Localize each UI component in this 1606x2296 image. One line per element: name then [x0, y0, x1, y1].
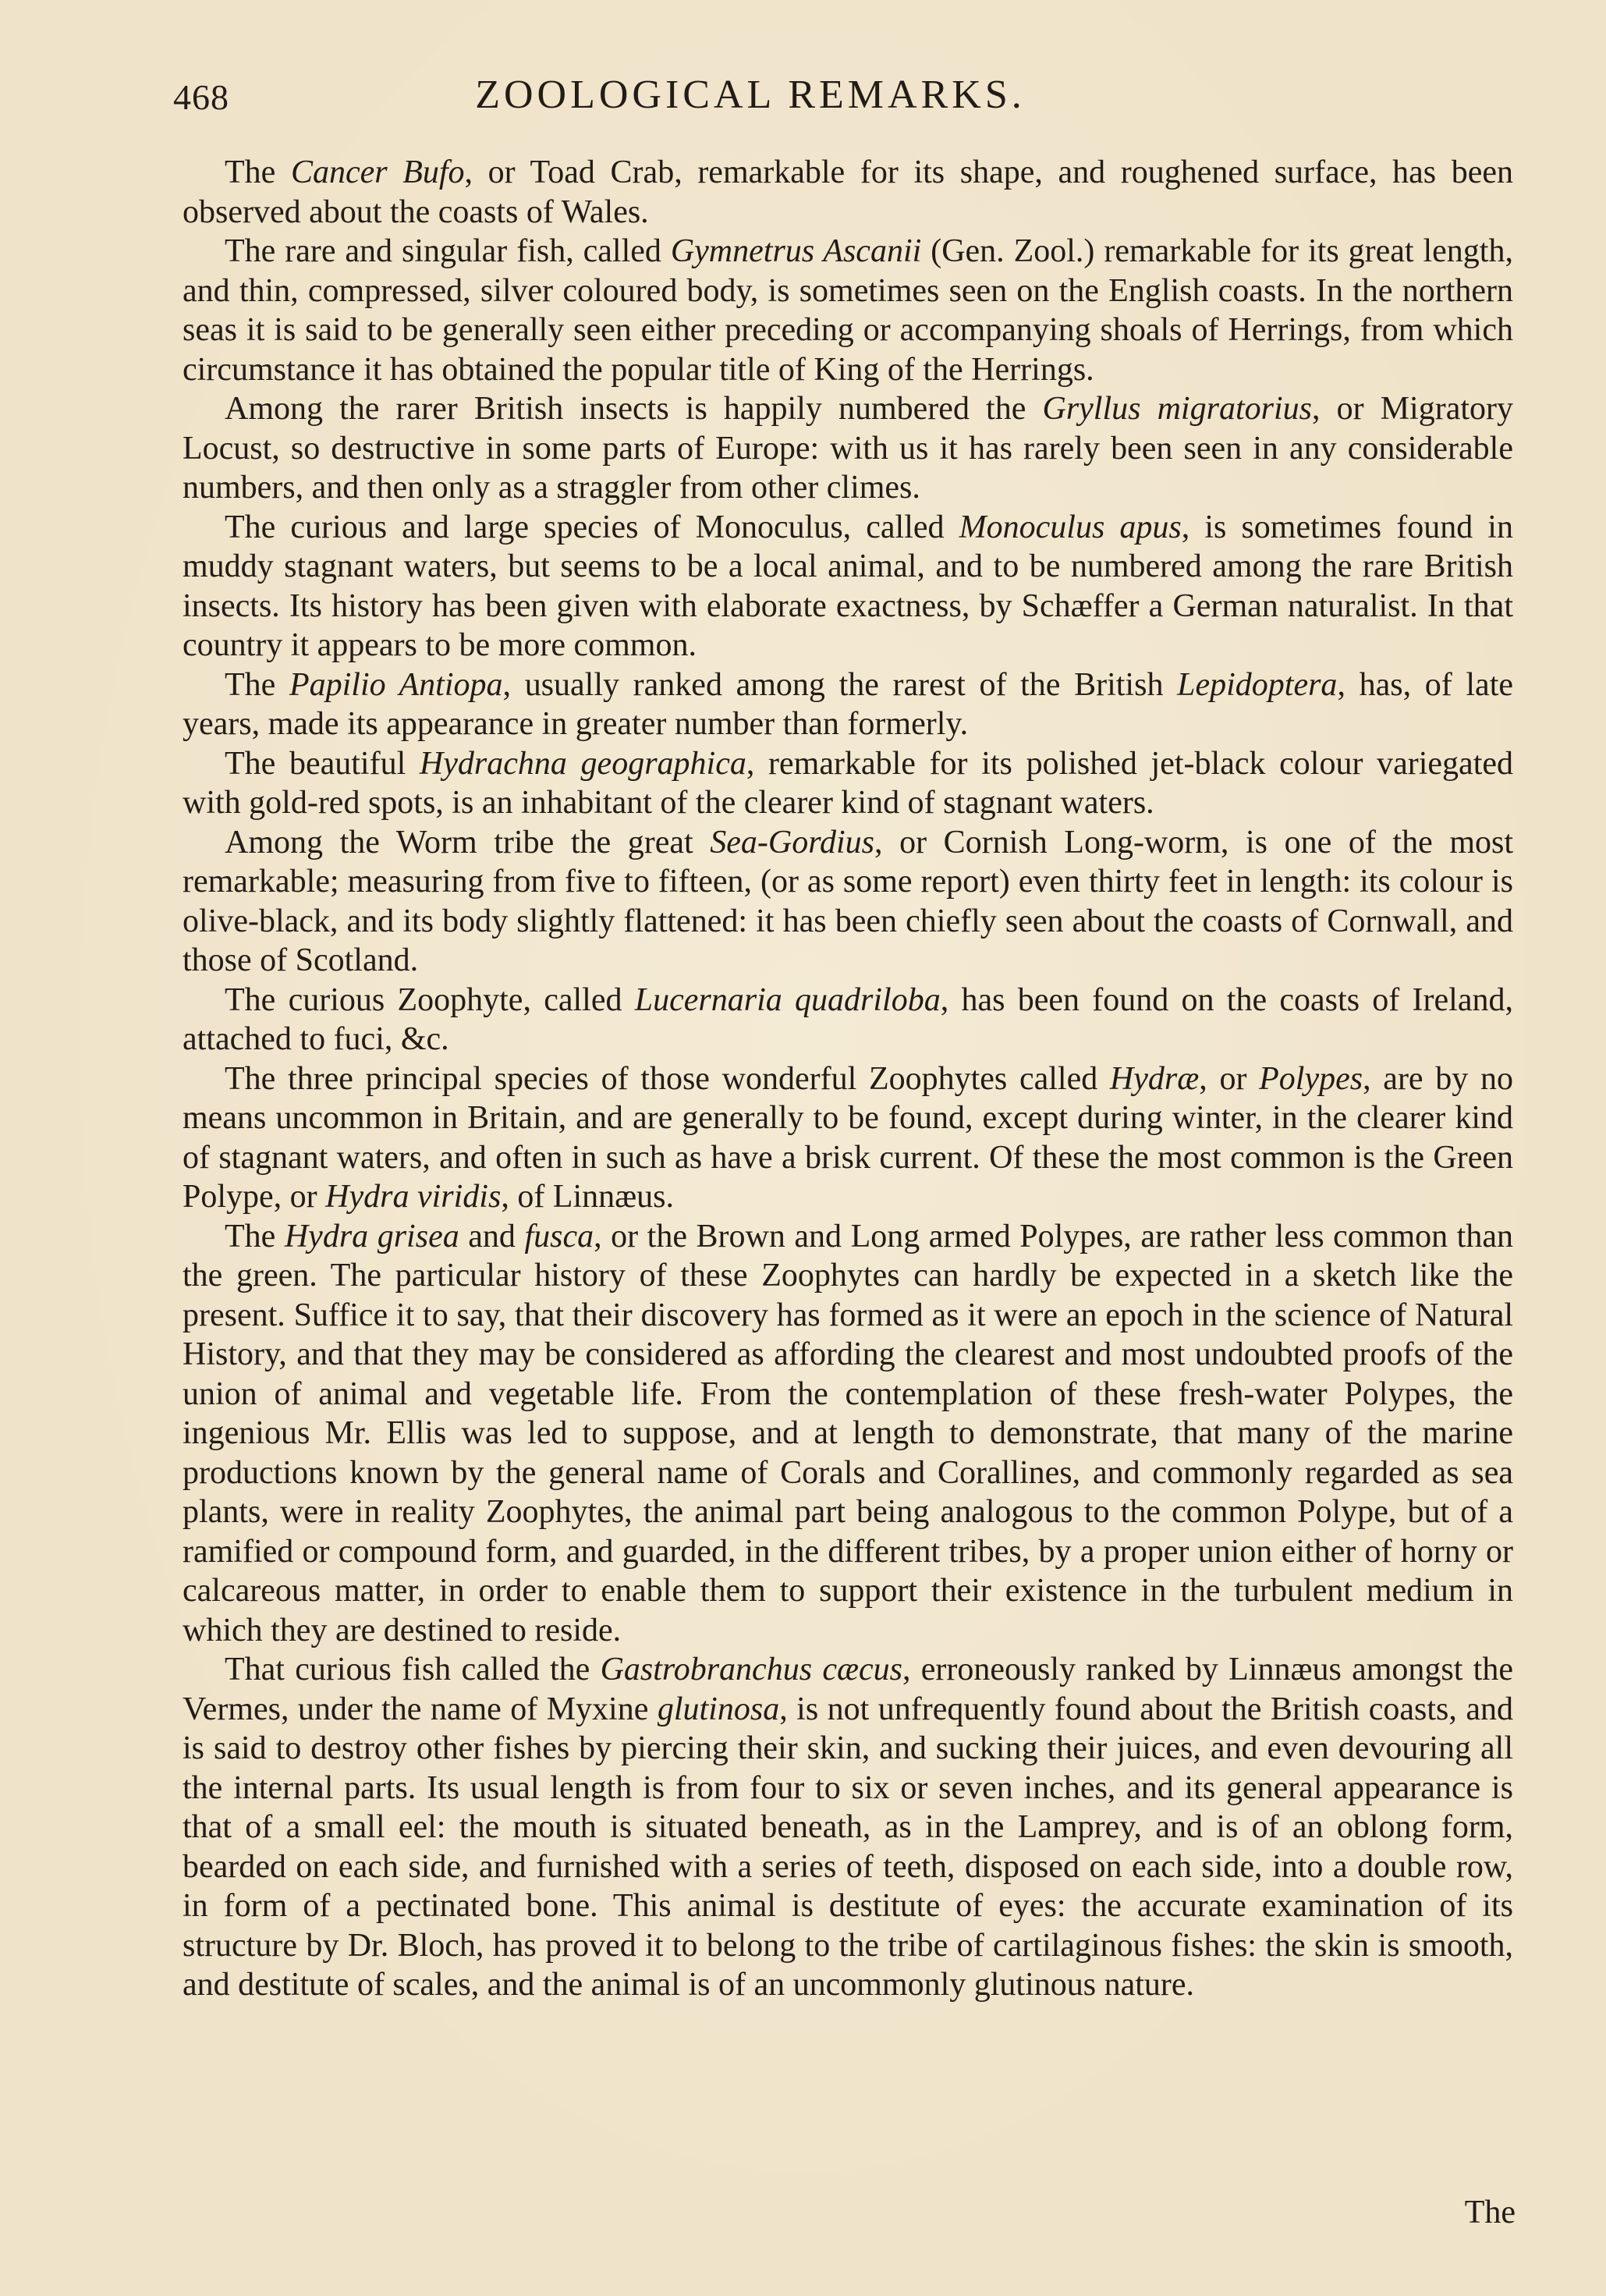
text-run: , or Cornish Long-worm, is one of the most remarkable; measuring from five to fifteen, (or as some report) even thirty feet in length: its colour is olive-black, and its body slightly flattened: it has been chiefly seen about the coasts of Cornwall, and those of Scotland. — [183, 824, 1514, 978]
text-run: That curious fish called the — [225, 1652, 601, 1687]
running-head — [173, 69, 1513, 123]
italic-term: Hydra grisea — [284, 1218, 459, 1254]
italic-term: Hydræ — [1109, 1060, 1200, 1097]
text-run: , erroneously ranked by Linnæus amongst the Vermes, under the name of Myxine — [183, 1652, 1513, 1727]
text-run: , or the Brown and Long armed Polypes, are rather less common than the green. The particular history of these Zoophytes can hardly be expected in a sketch like the present. Suffice it to say, that their discovery has formed as it were an epoch in the science of Natural History, and that they may be considered as affording the clearest and most undoubted proofs of the union of animal and vegetable life. From the contemplation of these fresh-water Polypes, the ingenious Mr. Ellis was led to suppose, and at length to demonstrate, that many of the marine productions known by the general name of Corals and Corallines, and commonly regarded as sea plants, were in reality Zoophytes, the animal part being analogous to the common Polype, but of a ramified or compound form, and guarded, in the different tribes, by a proper union either of horny or calcareous matter, in order to enable them to support their existence in the turbulent medium in which they are destined to reside. — [183, 1218, 1513, 1648]
text-run: The rare and singular fish, called — [225, 233, 671, 269]
paragraph — [183, 508, 1513, 665]
text-run: The curious Zoophyte, called — [225, 981, 635, 1018]
text-run: Among the rarer British insects is happily numbered the — [225, 391, 1043, 427]
paragraph — [183, 981, 1513, 1059]
paragraph — [183, 1059, 1513, 1217]
text-run: , remarkable for its polished jet-black colour variegated with gold-red spots, is an inhabitant of the clearer kind of stagnant waters. — [183, 745, 1514, 821]
text-run: The — [225, 154, 291, 190]
italic-term: Sea-Gordius — [710, 824, 875, 861]
text-run: , has, of late years, made its appearance in greater number than formerly. — [183, 666, 1514, 742]
text-run: , are by no means uncommon in Britain, and are generally to be found, except during winter, in the clearer kind of stagnant waters, and often in such as have a brisk current. Of these the most common is the Green Polype, or — [183, 1060, 1513, 1215]
italic-term: Hydrachna geographica — [419, 745, 746, 782]
running-title: ZOOLOGICAL REMARKS. — [475, 73, 1026, 117]
text-run: , is not unfrequently found about the British coasts, and is said to destroy other fishes by piercing their skin, and sucking their juices, and even devouring all the internal parts. Its usual length is from four to six or seven inches, and its general appearance is that of a small eel: the mouth is situated beneath, as in the Lamprey, and is of an oblong form, bearded on each side, and furnished with a series of teeth, disposed on each side, into a double row, in form of a pectinated bone. This animal is destitute of eyes: the accurate examination of its structure by Dr. Bloch, has proved it to belong to the tribe of cartilaginous fishes: the skin is smooth, and destitute of scales, and the animal is of an uncommonly glutinous nature. — [183, 1691, 1513, 2003]
paragraph — [183, 153, 1513, 232]
text-run: , has been found on the coasts of Ireland, attached to fuci, &c. — [183, 981, 1513, 1057]
italic-term: Gryllus migratorius — [1042, 391, 1312, 427]
text-run: The — [225, 1218, 285, 1254]
italic-term: glutinosa — [657, 1691, 780, 1727]
paragraph — [183, 1217, 1513, 1651]
catchword: The — [1464, 2195, 1516, 2230]
italic-term: Gymnetrus Ascanii — [670, 233, 922, 269]
page-number: 468 — [173, 77, 229, 117]
paragraph — [183, 665, 1513, 744]
paragraph — [183, 1650, 1513, 2005]
italic-term: Cancer Bufo — [290, 154, 465, 190]
italic-term: Gastrobranchus cæcus — [600, 1652, 902, 1687]
paragraph — [183, 389, 1513, 508]
italic-term: fusca — [524, 1218, 594, 1254]
text-run: , or Migratory Locust, so destructive in some parts of Europe: with us it has rarely been seen in any considerable numbers, and then only as a straggler from other climes. — [183, 391, 1513, 506]
text-run: and — [459, 1218, 525, 1254]
text-run: , or Toad Crab, remarkable for its shape, and roughened surface, has been observed about the coasts of Wales. — [183, 154, 1513, 230]
text-run: , usually ranked among the rarest of the British — [502, 666, 1178, 703]
italic-term: Lucernaria quadriloba — [634, 981, 941, 1018]
paragraph — [183, 823, 1513, 981]
text-run: The three principal species of those wonderful Zoophytes called — [225, 1060, 1110, 1097]
text-run: , or — [1199, 1060, 1260, 1097]
italic-term: Monoculus apus — [959, 509, 1182, 545]
italic-term: Lepidoptera — [1177, 666, 1338, 703]
paragraph — [183, 744, 1513, 823]
text-run: The curious and large species of Monoculus, called — [225, 509, 959, 545]
text-run: Among the Worm tribe the great — [225, 824, 711, 861]
text-run: The beautiful — [225, 745, 420, 782]
text-run: The — [225, 666, 289, 703]
text-run: (Gen. Zool.) remarkable for its great length, and thin, compressed, silver coloured body, is sometimes seen on the English coasts. In the northern seas it is said to be generally seen either preceding or accompanying shoals of Herrings, from which circumstance it has obtained the popular title of King of the Herrings. — [183, 233, 1513, 388]
italic-term: Hydra viridis — [325, 1179, 502, 1215]
body-text — [183, 153, 1513, 2005]
text-run: , of Linnæus. — [501, 1179, 674, 1215]
text-run: , is sometimes found in muddy stagnant waters, but seems to be a local animal, and to be numbered among the rare British insects. Its history has been given with elaborate exactness, by Schæffer a German naturalist. In that country it appears to be more common. — [183, 509, 1513, 663]
italic-term: Papilio Antiopa — [289, 666, 503, 703]
paragraph — [183, 232, 1513, 389]
italic-term: Polypes — [1259, 1060, 1363, 1097]
